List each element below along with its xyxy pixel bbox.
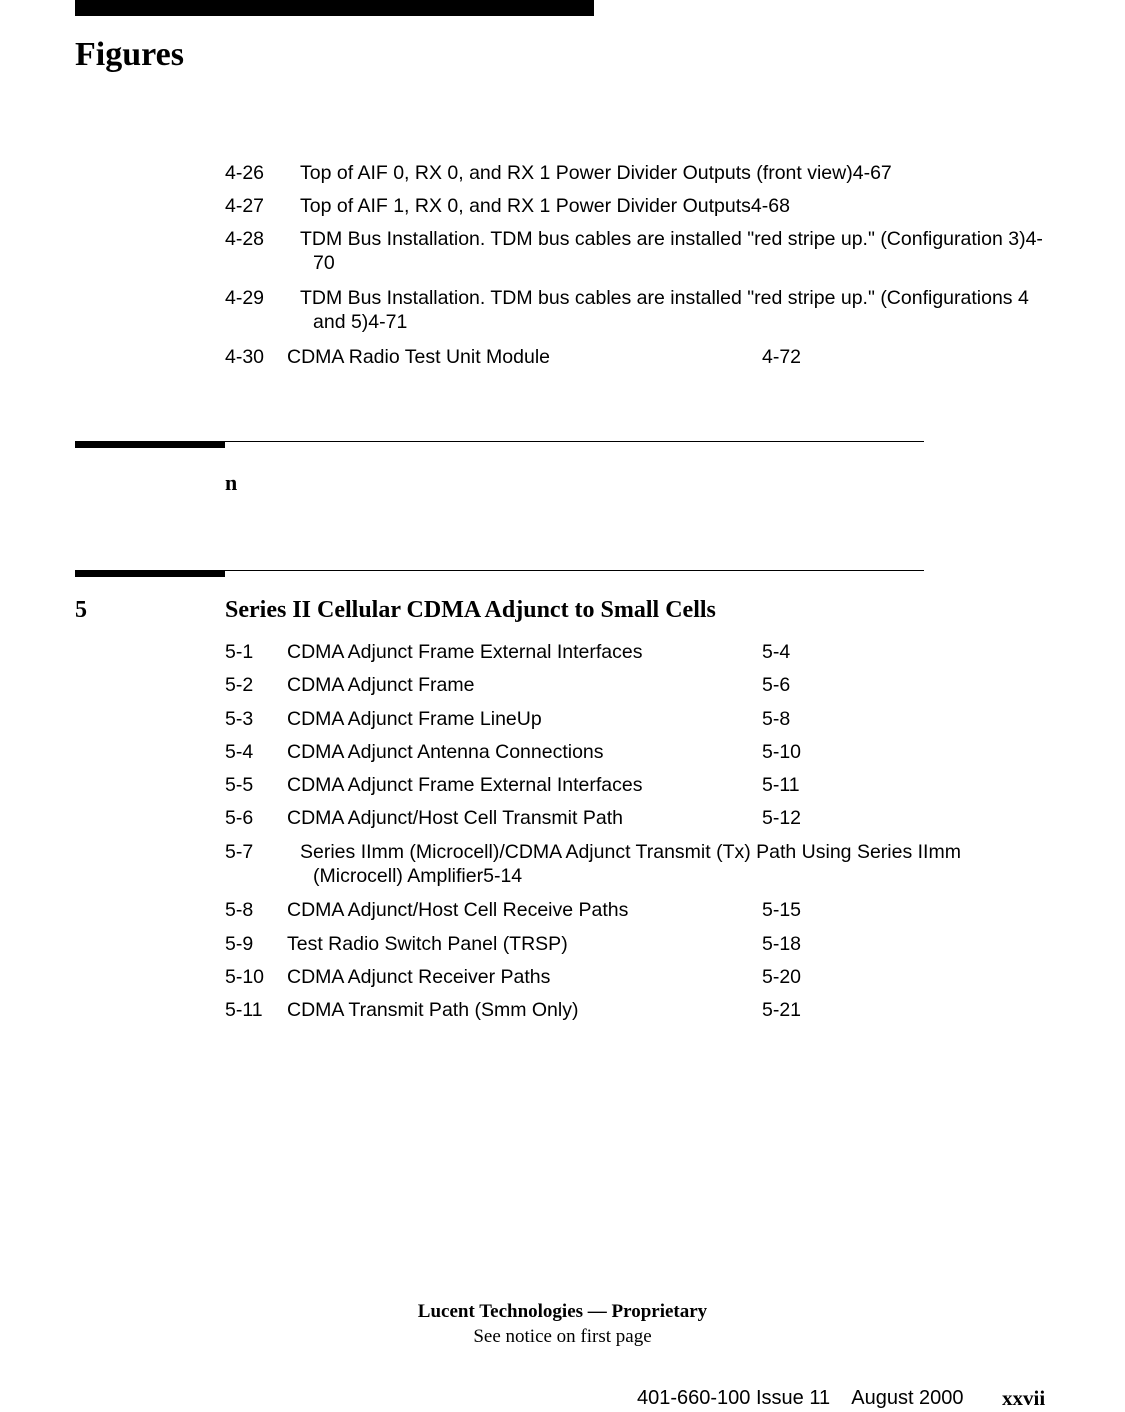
figure-page: 4-68 (750, 195, 790, 217)
figure-page: 5-18 (762, 933, 802, 955)
figure-number: 5-1 (225, 641, 254, 663)
figure-page: 4-72 (762, 346, 802, 368)
figure-caption: Top of AIF 0, RX 0, and RX 1 Power Divider Outputs (front view) (300, 162, 853, 184)
figure-number: 4-28 (225, 228, 265, 250)
figure-entry (225, 740, 1055, 773)
figure-number: 5-2 (225, 674, 254, 696)
figure-list-chapter-5 (225, 640, 1055, 1031)
figure-page: 5-21 (762, 999, 802, 1021)
figure-page: 4-71 (368, 311, 408, 333)
figure-title (287, 998, 1055, 1022)
divider-line (225, 570, 924, 571)
chapter-title: Series II Cellular CDMA Adjunct to Small Cells (225, 597, 716, 623)
figure-caption: Top of AIF 1, RX 0, and RX 1 Power Divider Outputs (300, 195, 751, 217)
figure-number: 4-29 (225, 287, 265, 309)
divider-thick (75, 441, 225, 448)
figure-list-chapter-4 (225, 161, 1055, 378)
figure-page: 5-11 (762, 774, 800, 796)
figure-number: 5-5 (225, 774, 254, 796)
figure-title (287, 965, 1055, 989)
figure-entry (225, 161, 1055, 194)
figure-entry (225, 840, 1055, 898)
figure-title (287, 640, 1055, 664)
figure-caption: CDMA Adjunct Receiver Paths (287, 966, 551, 988)
figure-number: 5-11 (225, 999, 263, 1021)
figure-title (300, 161, 1055, 185)
figure-caption: CDMA Adjunct Frame External Interfaces (287, 774, 643, 796)
figure-caption: CDMA Transmit Path (Smm Only) (287, 999, 579, 1021)
figure-page: 4-70 (313, 228, 1043, 274)
figure-entry (225, 898, 1055, 932)
figure-entry (225, 806, 1055, 840)
figure-entry (225, 965, 1055, 998)
figure-caption: CDMA Adjunct/Host Cell Transmit Path (287, 807, 623, 829)
figure-caption: Series IImm (Microcell)/CDMA Adjunct Transmit (Tx) Path Using Series IImm (Microcell) Amplifier (300, 841, 961, 887)
footer-doc-info: 401-660-100 Issue 11 August 2000 (637, 1387, 964, 1409)
figure-entry (225, 673, 1055, 707)
figure-title (287, 673, 1055, 697)
figure-number: 5-9 (225, 933, 254, 955)
figure-page: 5-20 (762, 966, 802, 988)
figure-page: 5-8 (762, 708, 791, 730)
figure-caption: CDMA Adjunct Antenna Connections (287, 741, 604, 763)
figure-caption: CDMA Adjunct Frame External Interfaces (287, 641, 643, 663)
page-title: Figures (75, 36, 184, 73)
figure-caption: TDM Bus Installation. TDM bus cables are installed "red stripe up." (Configurations 4 and 5) (300, 287, 1029, 333)
figure-number: 4-27 (225, 195, 265, 217)
figure-page: 5-12 (762, 807, 802, 829)
figure-entry (225, 773, 1055, 806)
figure-number: 5-10 (225, 966, 265, 988)
figure-title (287, 932, 1055, 956)
footer-company: Lucent Technologies — Proprietary (417, 1301, 708, 1322)
figure-entry (225, 227, 1055, 286)
figure-caption: CDMA Adjunct Frame LineUp (287, 708, 542, 730)
figure-title (300, 840, 1055, 888)
figure-caption: CDMA Adjunct/Host Cell Receive Paths (287, 899, 629, 921)
figure-caption: TDM Bus Installation. TDM bus cables are installed "red stripe up." (Configuration 3) (300, 228, 1026, 250)
figure-caption: CDMA Radio Test Unit Module (287, 346, 551, 368)
figure-number: 5-8 (225, 899, 254, 921)
figure-number: 5-6 (225, 807, 254, 829)
figure-entry (225, 194, 1055, 227)
figure-page: 5-4 (762, 641, 791, 663)
chapter-number: 5 (75, 597, 87, 623)
figure-entry (225, 998, 1055, 1031)
figure-entry (225, 640, 1055, 673)
figure-page: 5-15 (762, 899, 802, 921)
figure-number: 5-3 (225, 708, 254, 730)
figure-title (300, 286, 1055, 334)
figure-number: 4-30 (225, 346, 265, 368)
figure-page: 4-67 (852, 162, 892, 184)
figure-title (287, 740, 1055, 764)
figure-entry (225, 707, 1055, 740)
figure-entry (225, 345, 1055, 378)
figure-number: 4-26 (225, 162, 265, 184)
figure-title (287, 898, 1055, 922)
header-bar (75, 0, 594, 16)
figure-title (287, 707, 1055, 731)
figure-title (287, 806, 1055, 830)
divider-line (225, 441, 924, 442)
figure-number: 5-4 (225, 741, 254, 763)
figure-title (300, 227, 1055, 275)
figure-number: 5-7 (225, 841, 254, 863)
figure-title (300, 194, 1055, 218)
divider-thick (75, 570, 225, 577)
figure-page: 5-10 (762, 741, 802, 763)
page-number: xxvii (1002, 1386, 1046, 1410)
figure-caption: Test Radio Switch Panel (TRSP) (287, 933, 568, 955)
figure-title (287, 345, 1055, 369)
figure-entry (225, 286, 1055, 345)
footer-notice: See notice on first page (473, 1326, 652, 1347)
figure-caption: CDMA Adjunct Frame (287, 674, 475, 696)
separator-letter: n (225, 470, 238, 495)
figure-title (287, 773, 1055, 797)
figure-page: 5-14 (483, 865, 523, 887)
figure-page: 5-6 (762, 674, 791, 696)
figure-entry (225, 932, 1055, 965)
